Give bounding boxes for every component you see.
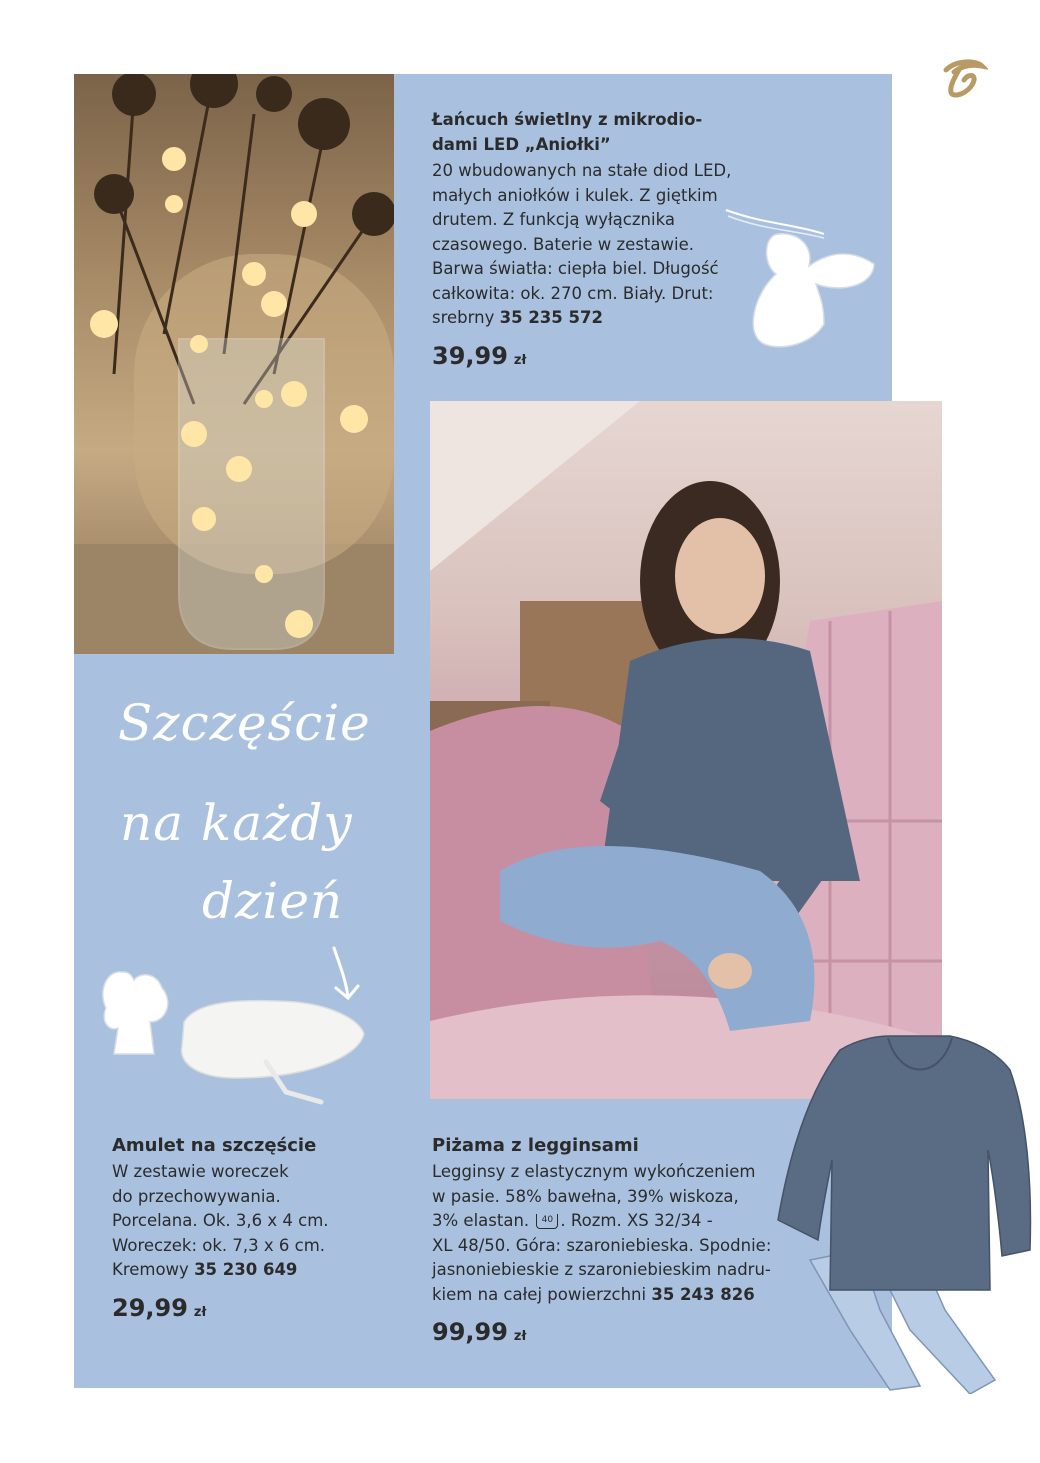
- pyjama-set-image: [770, 1030, 1036, 1394]
- product-code: 35 243 826: [651, 1284, 755, 1304]
- wash-40-icon: 40: [536, 1214, 558, 1229]
- product-price: 39,99 zł: [432, 342, 527, 370]
- product-title: Amulet na szczęście: [112, 1135, 317, 1156]
- headline-line: na każdy: [120, 794, 353, 852]
- product-title: Łańcuch świetlny z mikrodio-: [432, 110, 703, 129]
- product-code: 35 230 649: [194, 1260, 298, 1279]
- amulet-and-pouch-image: [96, 962, 376, 1112]
- angel-ornament-image: [724, 204, 884, 354]
- product-description: Legginsy z elastycznym wykończeniem w pasie. 58% bawełna, 39% wiskoza, 3% elastan. 40 . Rozm. XS 32/34 - XL 48/50. Góra: szaroniebieska. Spodnie: jasnoniebieskie z szaroniebieskim nadru- kiem na całej powierzchni 35 243 826: [432, 1162, 772, 1304]
- product-description: 20 wbudowanych na stałe diod LED, małych aniołków i kulek. Z giętkim drutem. Z funkcją wyłącznika czasowego. Baterie w zestawie. Barwa światła: ciepła biel. Długość całkowita: ok. 270 cm. Biały. Drut: srebrny 35 235 572: [432, 161, 732, 327]
- pyjama-model-photo: [430, 401, 942, 1099]
- headline-line: dzień: [202, 872, 344, 930]
- product-title: Piżama z legginsami: [432, 1135, 639, 1156]
- brand-logo-icon: [938, 56, 988, 100]
- product-price: 99,99 zł: [432, 1318, 527, 1346]
- product-title: dami LED „Aniołki”: [432, 135, 611, 154]
- product-description: W zestawie woreczek do przechowywania. Porcelana. Ok. 3,6 x 4 cm. Woreczek: ok. 7,3 x 6 cm. Kremowy 35 230 649: [112, 1162, 329, 1279]
- headline-line: Szczęście: [118, 694, 371, 752]
- product-price: 29,99 zł: [112, 1294, 207, 1322]
- fairy-lights-photo: [74, 74, 394, 654]
- product-code: 35 235 572: [499, 308, 603, 327]
